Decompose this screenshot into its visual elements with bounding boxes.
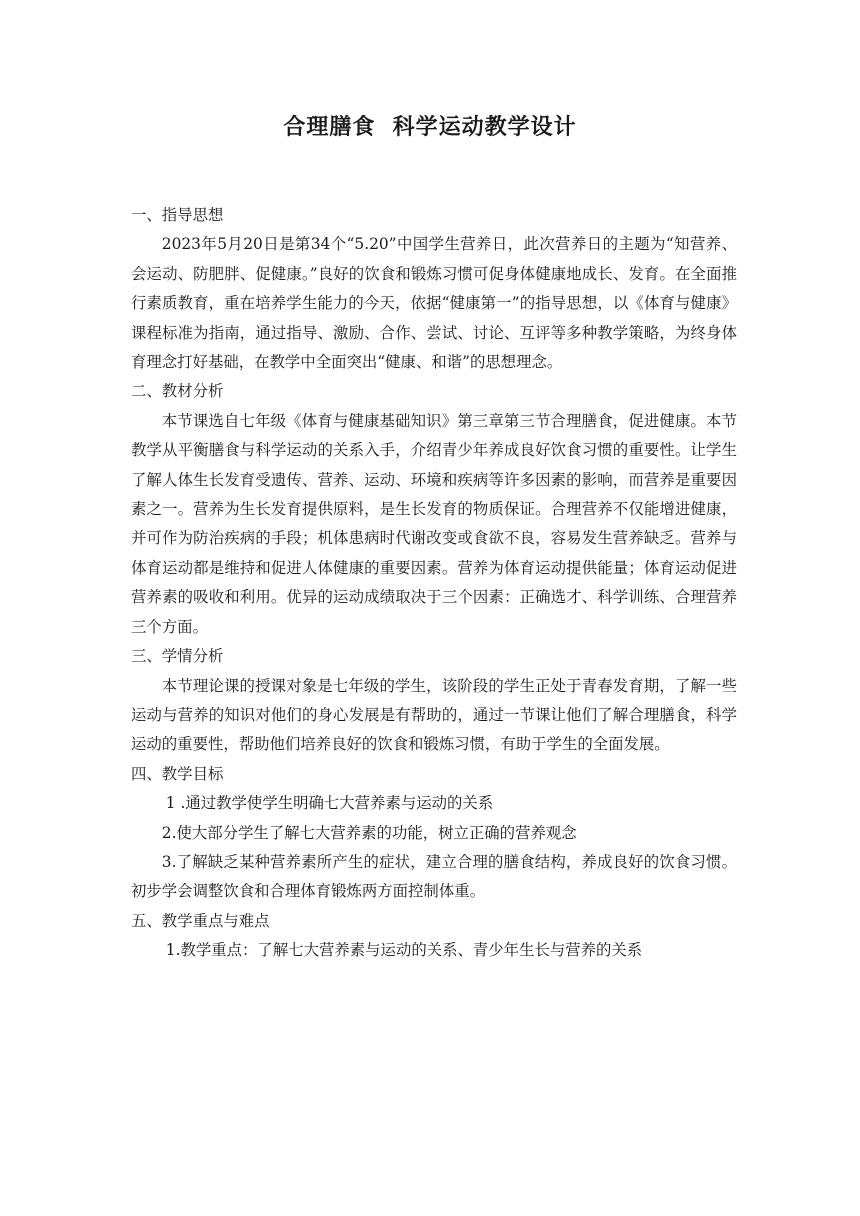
section-heading-textbook: 二、教材分析 — [131, 382, 224, 401]
section-heading-objectives: 四、教学目标 — [131, 764, 224, 783]
objective-item-1: 1 .通过教学使学生明确七大营养素与运动的关系 — [165, 794, 494, 813]
section-paragraph-guiding: 2023年5月20日是第34个“5.20”中国学生营养日，此次营养日的主题为“知营养、会运动、防肥胖、促健康。”良好的饮食和锻炼习惯可促身体健康地成长、发育。在全面推行素质教育，重在培养学生能力的今天，依据“健康第一”的指导思想，以《体育与健康》课程标准为指南，通过指导、激励、合作、尝试、讨论、互评等多种教学策略，为终身体育理念打好基础，在教学中全面突出“健康、和谐”的思想理念。 — [131, 235, 737, 372]
section-paragraph-students: 本节理论课的授课对象是七年级的学生，该阶段的学生正处于青春发育期，了解一些运动与营养的知识对他们的身心发展是有帮助的，通过一节课让他们了解合理膳食，科学运动的重要性，帮助他们培养良好的饮食和锻炼习惯，有助于学生的全面发展。 — [131, 676, 737, 754]
objective-item-3: 3.了解缺乏某种营养素所产生的症状，建立合理的膳食结构，养成良好的饮食习惯。初步学会调整饮食和合理体育锻炼两方面控制体重。 — [131, 852, 737, 901]
document-body — [131, 201, 737, 966]
section-heading-keypoints: 五、教学重点与难点 — [131, 911, 270, 930]
section-paragraph-textbook: 本节课选自七年级《体育与健康基础知识》第三章第三节合理膳食，促进健康。本节教学从平衡膳食与科学运动的关系入手，介绍青少年养成良好饮食习惯的重要性。让学生了解人体生长发育受遗传、营养、运动、环境和疾病等许多因素的影响，而营养是重要因素之一。营养为生长发育提供原料，是生长发育的物质保证。合理营养不仅能增进健康，并可作为防治疾病的手段；机体患病时代谢改变或食欲不良，容易发生营养缺乏。营养与体育运动都是维持和促进人体健康的重要因素。营养为体育运动提供能量；体育运动促进营养素的吸收和利用。优异的运动成绩取决于三个因素：正确选才、科学训练、合理营养三个方面。 — [131, 411, 737, 636]
objective-item-2: 2.使大部分学生了解七大营养素的功能，树立正确的营养观念 — [161, 823, 577, 842]
section-heading-students: 三、学情分析 — [131, 647, 224, 666]
document-title: 合理膳食 科学运动教学设计 — [283, 115, 577, 140]
keypoint-item-1: 1.教学重点：了解七大营养素与运动的关系、青少年生长与营养的关系 — [165, 941, 643, 960]
section-heading-guiding: 一、指导思想 — [131, 206, 224, 224]
